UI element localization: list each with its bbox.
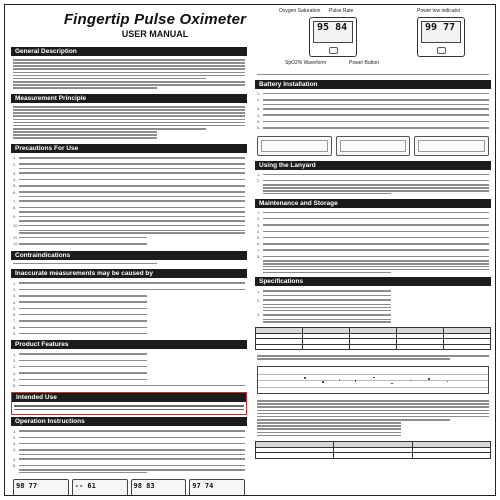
section-product-features: Product Features: [11, 340, 247, 349]
section-contraindications: Contraindications: [11, 251, 247, 260]
install-list: 1. 2. 3. 4. 5. 6.: [255, 89, 491, 133]
reading-displays: [11, 476, 247, 496]
page-subtitle: USER MANUAL: [121, 29, 189, 39]
spec-text-tail: [255, 397, 491, 439]
right-screen: [421, 21, 461, 43]
section-maintenance: Maintenance and Storage: [255, 199, 491, 208]
intended-use-highlight: [11, 392, 247, 415]
oximeter-front-left: [309, 17, 357, 57]
section-operation: Operation Instructions: [11, 417, 247, 426]
accuracy-plot: [257, 366, 489, 394]
label-power-indicator: Power low indicator: [417, 8, 461, 14]
display-value-3: 98 83: [133, 481, 155, 490]
right-pr-value: 77: [443, 22, 456, 33]
manual-page: [4, 4, 496, 496]
specifications-list: 1. 2. 3.: [255, 286, 491, 325]
section-precautions: Precautions For Use: [11, 144, 247, 153]
spec-notes: [255, 352, 491, 363]
section-battery-installation: Battery Installation: [255, 80, 491, 89]
usage-figures: [255, 133, 491, 159]
device-caption: [255, 71, 491, 78]
general-description-text: [11, 56, 247, 92]
measurement-principle-text: [11, 103, 247, 142]
label-oxygen-saturation: Oxygen Saturation: [279, 8, 321, 14]
left-column: [11, 45, 247, 496]
display-reading-3: [131, 479, 187, 496]
display-reading-2: [72, 479, 128, 496]
label-pulse-rate: Pulse Rate: [329, 8, 354, 14]
title-block: [55, 11, 255, 39]
oximeter-front-right: [417, 17, 465, 57]
display-value-2: -- 61: [74, 481, 96, 490]
left-screen: [313, 21, 353, 43]
right-spo2-value: 99: [425, 22, 438, 33]
contraindications-text: [11, 260, 247, 268]
precautions-list: 1. 2. 3. 4. 5. 6. 7. 8. 9. 10. 11. 12.: [11, 153, 247, 249]
features-list: 1. 2. 3. 4. 5. 6.: [11, 349, 247, 390]
label-power-button: Power Button: [349, 60, 380, 66]
lanyard-list: 1. 2.: [255, 170, 491, 197]
operation-list: 1. 2. 3. 4. 5. 6.: [11, 426, 247, 475]
power-button-icon-right: [437, 47, 446, 54]
display-reading-4: [189, 479, 245, 496]
spec-table: [255, 327, 491, 350]
left-pr-value: 84: [335, 22, 348, 33]
section-general-description: General Description: [11, 47, 247, 56]
power-button-icon: [329, 47, 338, 54]
display-value-1: 98 77: [16, 481, 38, 490]
section-intended-use: Intended Use: [12, 393, 246, 402]
figure-battery-icon: [336, 136, 411, 156]
maintenance-list: 1. 2. 3. 4. 5. 6. 7. 8.: [255, 208, 491, 276]
right-column: [255, 71, 491, 461]
display-value-4: 97 74: [192, 481, 214, 490]
figure-finger-icon: [414, 136, 489, 156]
device-illustration: [257, 8, 493, 70]
label-spo2-waveform: SpO2% Waveform: [285, 60, 327, 66]
section-measurement-principle: Measurement Principle: [11, 94, 247, 103]
section-lanyard: Using the Lanyard: [255, 161, 491, 170]
left-spo2-value: 95: [317, 22, 330, 33]
page-title: Fingertip Pulse Oximeter: [63, 11, 247, 28]
display-reading-1: [13, 479, 69, 496]
section-inaccurate-measurements: Inaccurate measurements may be caused by: [11, 269, 247, 278]
figure-hand-icon: [257, 136, 332, 156]
section-specifications: Specifications: [255, 277, 491, 286]
intended-use-text: [12, 402, 246, 413]
led-table: [255, 441, 491, 459]
inaccurate-list: 1. 2. 3. 4. 5. 6. 7. 8. 9.: [11, 278, 247, 338]
